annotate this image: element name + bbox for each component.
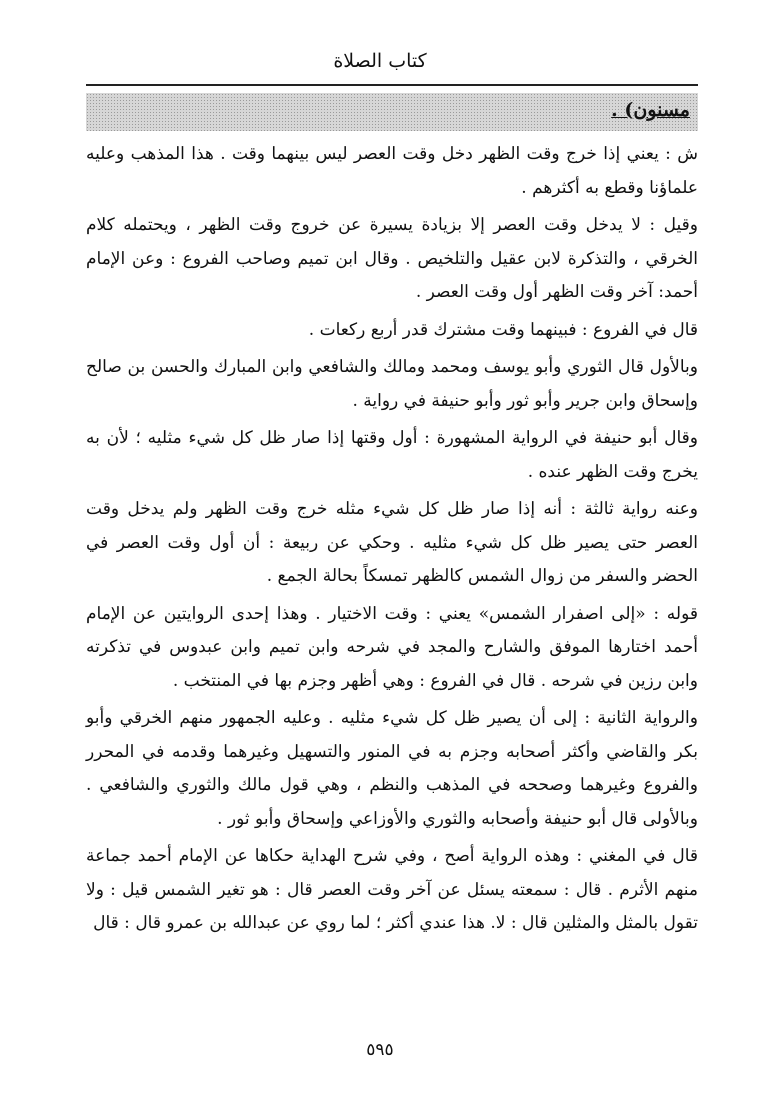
paragraph: والرواية الثانية : إلى أن يصير ظل كل شيء مثليه . وعليه الجمهور منهم الخرقي وأبو بكر والقاضي وأكثر أصحابه وجزم به في المنور والتسهيل وغيرهما وقدمه في المحرر والفروع وغيرهما وصححه في المذهب والنظم ، وهي قول مالك والثوري والشافعي . وبالأولى قال أبو حنيفة وأصحابه والثوري والأوزاعي وإسحاق وأبو ثور . — [86, 708, 698, 829]
paragraph: قال في الفروع : فبينهما وقت مشترك قدر أربع ركعات . — [308, 319, 698, 340]
paragraph: وبالأول قال الثوري وأبو يوسف ومحمد ومالك والشافعي وابن المبارك والحسن بن صالح وإسحاق وابن جرير وأبو ثور وأبو حنيفة في رواية . — [86, 357, 698, 411]
paragraph: وعنه رواية ثالثة : أنه إذا صار ظل كل شيء مثله خرج وقت الظهر ولم يدخل وقت العصر حتى يصير ظل كل شيء مثليه . وحكي عن ربيعة : أن أول وقت العصر في الحضر والسفر من زوال الشمس كالظهر تمسكاً بحالة الجمع . — [86, 499, 698, 586]
band-text: مسنون) . — [611, 99, 690, 121]
page-header-title: كتاب الصلاة — [333, 50, 427, 72]
body-text — [86, 138, 698, 945]
header-rule — [86, 84, 698, 86]
paragraph: وقال أبو حنيفة في الرواية المشهورة : أول وقتها إذا صار ظل كل شيء مثليه ؛ لأن به يخرج وقت الظهر عنده . — [86, 428, 698, 482]
paragraph: قال في المغني : وهذه الرواية أصح ، وفي شرح الهداية حكاها عن الإمام أحمد جماعة منهم الأثرم . قال : سمعته يسئل عن آخر وقت العصر قال : هو تغير الشمس قيل : ولا تقول بالمثل والمثلين قال : لا. هذا عندي أكثر ؛ لما روي عن عبدالله بن عمرو قال : قال — [86, 846, 698, 933]
page-number: ٥٩٥ — [366, 1040, 394, 1060]
paragraph: وقيل : لا يدخل وقت العصر إلا بزيادة يسيرة عن خروج وقت الظهر ، ويحتمله كلام الخرقي ، والتذكرة لابن عقيل والتلخيص . وقال ابن تميم وصاحب الفروع : وعن الإمام أحمد: آخر وقت الظهر أول وقت العصر . — [86, 215, 698, 302]
paragraph: ش : يعني إذا خرج وقت الظهر دخل وقت العصر ليس بينهما وقت . هذا المذهب وعليه علماؤنا وقطع به أكثرهم . — [86, 144, 698, 198]
shaded-text-band — [86, 93, 698, 131]
paragraph: قوله : «إلى اصفرار الشمس» يعني : وقت الاختيار . وهذا إحدى الروايتين عن الإمام أحمد اختارها الموفق والشارح والمجد في شرحه وابن تميم وابن عبدوس في تذكرته وابن رزين في شرحه . قال في الفروع : وهي أظهر وجزم بها في المنتخب . — [86, 603, 698, 691]
